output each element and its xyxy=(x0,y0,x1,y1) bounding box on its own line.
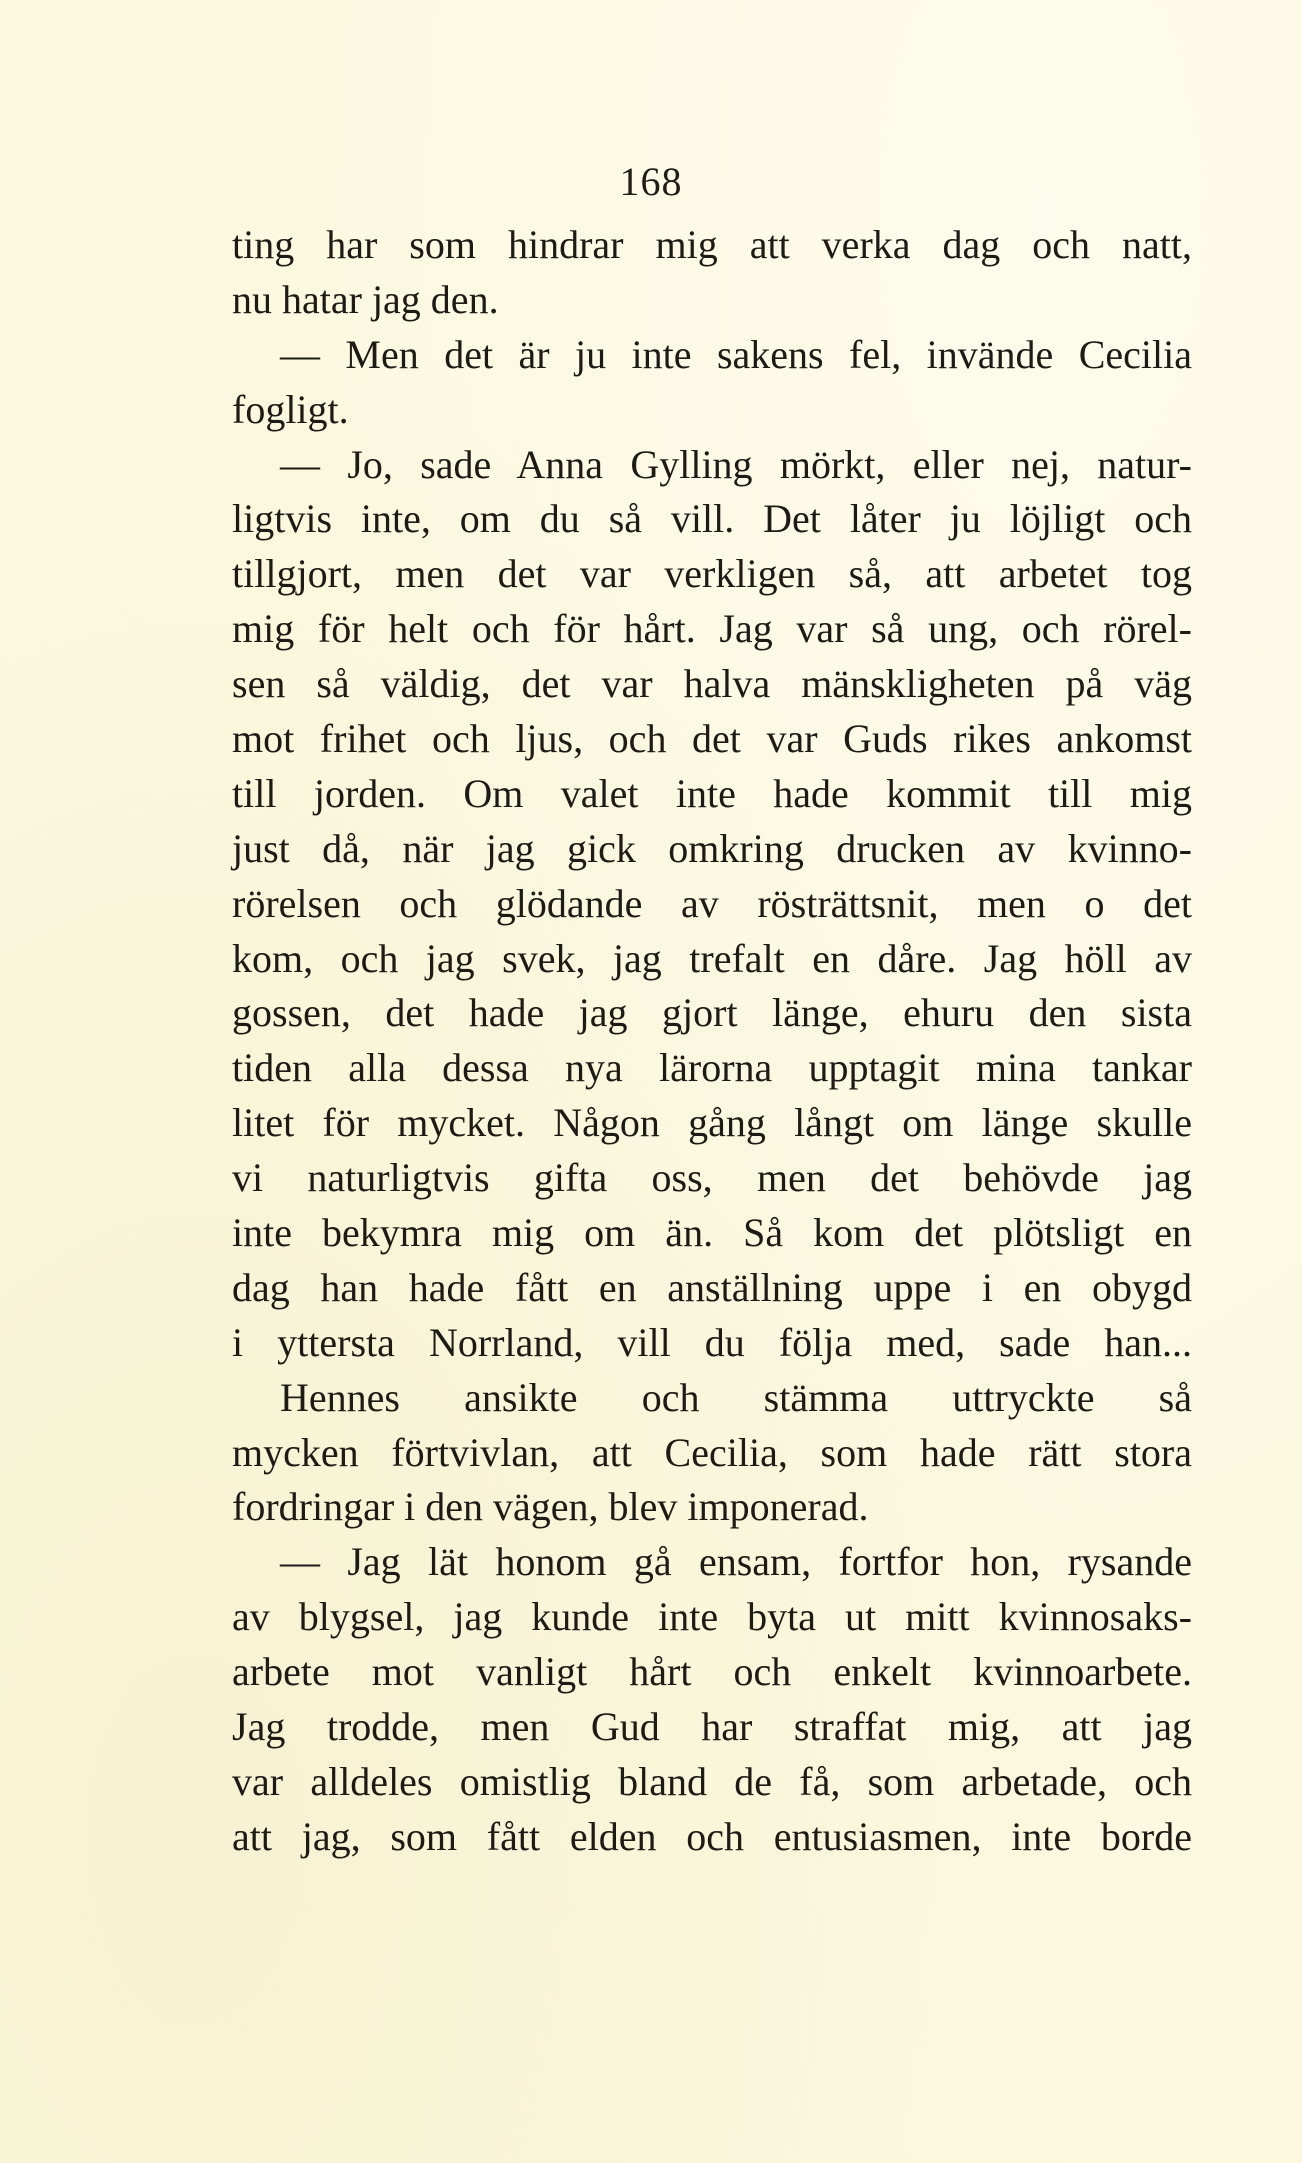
text-line: att jag, som fått elden och entusiasmen, inte borde xyxy=(232,1813,1192,1859)
text-line: var alldeles omistlig bland de få, som arbetade, och xyxy=(232,1758,1192,1804)
page-number: 168 xyxy=(619,159,683,204)
text-line: dag han hade fått en anställning uppe i en obygd xyxy=(232,1264,1192,1310)
text-line: Hennes ansikte och stämma uttryckte så xyxy=(280,1374,1192,1420)
text-line: mig för helt och för hårt. Jag var så ung, och rörel- xyxy=(232,606,1192,652)
text-line: arbete mot vanligt hårt och enkelt kvinnoarbete. xyxy=(232,1649,1192,1695)
text-line: litet för mycket. Någon gång långt om länge skulle xyxy=(232,1100,1192,1146)
text-line: vi naturligtvis gifta oss, men det behövde jag xyxy=(232,1155,1192,1201)
text-line: rörelsen och glödande av rösträttsnit, men o det xyxy=(232,880,1192,926)
text-line: ting har som hindrar mig att verka dag och natt, xyxy=(232,222,1192,267)
text-line: ligtvis inte, om du så vill. Det låter ju löjligt och xyxy=(232,496,1192,542)
text-line: mycken förtvivlan, att Cecilia, som hade rätt stora xyxy=(232,1429,1192,1475)
text-line: till jorden. Om valet inte hade kommit till mig xyxy=(232,770,1192,816)
text-line: fogligt. xyxy=(232,386,349,432)
text-line: kom, och jag svek, jag trefalt en dåre. Jag höll av xyxy=(232,935,1192,981)
text-line: — Men det är ju inte sakens fel, invände Cecilia xyxy=(280,331,1192,377)
text-line: fordringar i den vägen, blev imponerad. xyxy=(232,1484,869,1530)
text-line: inte bekymra mig om än. Så kom det plötsligt en xyxy=(232,1210,1192,1256)
text-line: Jag trodde, men Gud har straffat mig, att jag xyxy=(232,1704,1192,1750)
text-line: nu hatar jag den. xyxy=(232,276,499,322)
text-line: tiden alla dessa nya lärorna upptagit mina tankar xyxy=(232,1045,1192,1091)
text-line: mot frihet och ljus, och det var Guds rikes ankomst xyxy=(232,716,1192,762)
text-line: — Jag lät honom gå ensam, fortfor hon, rysande xyxy=(280,1539,1192,1585)
text-line: — Jo, sade Anna Gylling mörkt, eller nej, natur- xyxy=(280,441,1192,487)
body-text xyxy=(232,218,1192,1865)
text-line: i yttersta Norrland, vill du följa med, sade han... xyxy=(232,1319,1192,1365)
text-line: tillgjort, men det var verkligen så, att arbetet tog xyxy=(232,551,1192,597)
text-line: gossen, det hade jag gjort länge, ehuru den sista xyxy=(232,990,1192,1036)
text-line: sen så väldig, det var halva mänskligheten på väg xyxy=(232,661,1192,707)
text-line: just då, när jag gick omkring drucken av kvinno- xyxy=(232,825,1192,871)
text-line: av blygsel, jag kunde inte byta ut mitt kvinnosaks- xyxy=(232,1594,1192,1640)
